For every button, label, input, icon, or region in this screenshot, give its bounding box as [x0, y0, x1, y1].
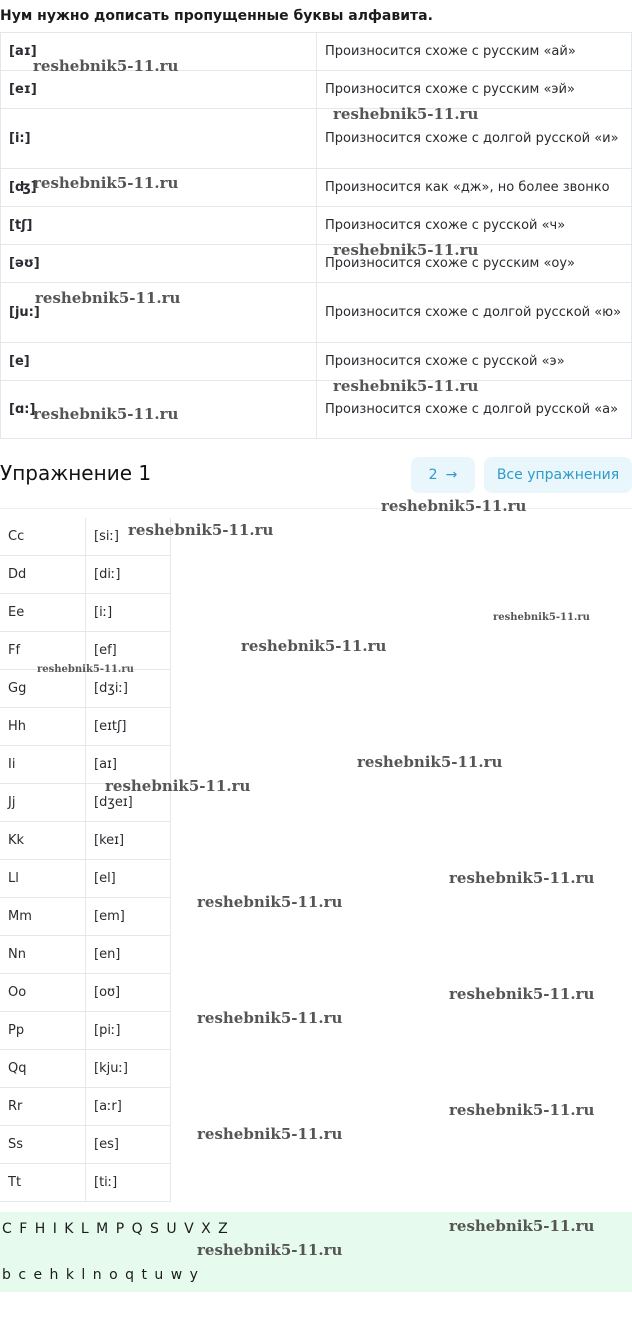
- phonetic-symbol: [eɪ]: [1, 71, 317, 109]
- watermark: reshebnik5-11.ru: [33, 405, 179, 423]
- table-row: [0, 632, 171, 670]
- phonetic-description: Произносится схоже с русским «эй»: [317, 71, 632, 109]
- watermark: reshebnik5-11.ru: [33, 174, 179, 192]
- phonetic-description: Произносится схоже с русским «оу»: [317, 245, 632, 283]
- watermark: reshebnik5-11.ru: [197, 893, 343, 911]
- transcription-cell: [eɪtʃ]: [86, 708, 171, 746]
- letter-cell: Ll: [0, 860, 86, 898]
- watermark: reshebnik5-11.ru: [493, 612, 590, 623]
- watermark: reshebnik5-11.ru: [37, 664, 134, 675]
- transcription-cell: [aɪ]: [86, 746, 171, 784]
- watermark: reshebnik5-11.ru: [35, 289, 181, 307]
- letter-cell: Nn: [0, 936, 86, 974]
- table-row: [0, 670, 171, 708]
- transcription-cell: [oʊ]: [86, 974, 171, 1012]
- table-row: [0, 1164, 171, 1202]
- all-exercises-button[interactable]: Все упражнения: [484, 457, 632, 493]
- transcription-cell: [kjuː]: [86, 1050, 171, 1088]
- letter-cell: Cc: [0, 518, 86, 556]
- table-row: [1, 283, 632, 343]
- watermark: reshebnik5-11.ru: [197, 1125, 343, 1143]
- watermark: reshebnik5-11.ru: [381, 497, 527, 515]
- answer-uppercase: C F H I K L M P Q S U V X Z: [2, 1221, 230, 1237]
- letter-cell: Rr: [0, 1088, 86, 1126]
- phonetic-symbol: [aɪ]: [1, 33, 317, 71]
- table-row: [1, 343, 632, 381]
- letter-cell: Dd: [0, 556, 86, 594]
- phonetic-description: Произносится схоже с долгой русской «а»: [317, 381, 632, 439]
- transcription-cell: [el]: [86, 860, 171, 898]
- table-row: [0, 1050, 171, 1088]
- table-row: [0, 1012, 171, 1050]
- transcription-cell: [dʒeɪ]: [86, 784, 171, 822]
- watermark: reshebnik5-11.ru: [449, 1217, 595, 1235]
- phonetic-symbol: [ju:]: [1, 283, 317, 343]
- answer-block: [0, 1212, 632, 1292]
- letter-cell: Pp: [0, 1012, 86, 1050]
- letter-cell: Mm: [0, 898, 86, 936]
- phonetic-description: Произносится схоже с русской «ч»: [317, 207, 632, 245]
- table-row: [1, 207, 632, 245]
- table-row: [1, 71, 632, 109]
- phonetics-table: [0, 32, 632, 439]
- letter-cell: Hh: [0, 708, 86, 746]
- letter-cell: Gg: [0, 670, 86, 708]
- transcription-cell: [aːr]: [86, 1088, 171, 1126]
- answer-lowercase: b c e h k l n o q t u w y: [2, 1267, 200, 1283]
- table-row: [0, 746, 171, 784]
- watermark: reshebnik5-11.ru: [333, 241, 479, 259]
- phonetic-symbol: [ʤ]: [1, 169, 317, 207]
- table-row: [0, 1088, 171, 1126]
- watermark: reshebnik5-11.ru: [357, 753, 503, 771]
- table-row: [1, 381, 632, 439]
- table-row: [1, 109, 632, 169]
- watermark: reshebnik5-11.ru: [449, 869, 595, 887]
- letter-cell: Jj: [0, 784, 86, 822]
- table-row: [0, 594, 171, 632]
- table-row: [0, 936, 171, 974]
- table-row: [0, 898, 171, 936]
- transcription-cell: [keɪ]: [86, 822, 171, 860]
- table-row: [1, 245, 632, 283]
- watermark: reshebnik5-11.ru: [333, 105, 479, 123]
- phonetic-description: Произносится схоже с долгой русской «ю»: [317, 283, 632, 343]
- next-exercise-button[interactable]: [411, 457, 475, 493]
- watermark: reshebnik5-11.ru: [197, 1241, 343, 1259]
- phonetic-symbol: [əʊ]: [1, 245, 317, 283]
- transcription-cell: [ef]: [86, 632, 171, 670]
- intro-text: Нум нужно дописать пропущенные буквы алфавита.: [0, 8, 433, 24]
- table-row: [0, 708, 171, 746]
- watermark: reshebnik5-11.ru: [33, 57, 179, 75]
- phonetic-symbol: [tʃ]: [1, 207, 317, 245]
- phonetic-symbol: [i:]: [1, 109, 317, 169]
- letter-cell: Ff: [0, 632, 86, 670]
- table-row: [0, 784, 171, 822]
- phonetic-description: Произносится схоже с русской «э»: [317, 343, 632, 381]
- table-row: [0, 974, 171, 1012]
- transcription-cell: [iː]: [86, 594, 171, 632]
- phonetic-symbol: [ɑ:]: [1, 381, 317, 439]
- watermark: reshebnik5-11.ru: [241, 637, 387, 655]
- watermark: reshebnik5-11.ru: [449, 1101, 595, 1119]
- exercise-title: Упражнение 1: [0, 461, 152, 485]
- transcription-cell: [siː]: [86, 518, 171, 556]
- transcription-cell: [es]: [86, 1126, 171, 1164]
- table-row: [0, 822, 171, 860]
- next-exercise-label: 2: [428, 467, 438, 483]
- letter-cell: Qq: [0, 1050, 86, 1088]
- watermark: reshebnik5-11.ru: [333, 377, 479, 395]
- divider: [0, 508, 632, 509]
- transcription-cell: [piː]: [86, 1012, 171, 1050]
- watermark: reshebnik5-11.ru: [197, 1009, 343, 1027]
- transcription-cell: [tiː]: [86, 1164, 171, 1202]
- watermark: reshebnik5-11.ru: [449, 985, 595, 1003]
- table-row: [0, 1126, 171, 1164]
- transcription-cell: [em]: [86, 898, 171, 936]
- table-row: [1, 169, 632, 207]
- letter-cell: Tt: [0, 1164, 86, 1202]
- transcription-cell: [dʒiː]: [86, 670, 171, 708]
- phonetic-description: Произносится схоже с долгой русской «и»: [317, 109, 632, 169]
- alphabet-table: [0, 518, 171, 1202]
- watermark: reshebnik5-11.ru: [105, 777, 251, 795]
- phonetic-description: Произносится схоже с русским «ай»: [317, 33, 632, 71]
- transcription-cell: [diː]: [86, 556, 171, 594]
- table-row: [0, 556, 171, 594]
- letter-cell: Kk: [0, 822, 86, 860]
- table-row: [0, 518, 171, 556]
- transcription-cell: [en]: [86, 936, 171, 974]
- letter-cell: Ee: [0, 594, 86, 632]
- watermark: reshebnik5-11.ru: [128, 521, 274, 539]
- letter-cell: Ss: [0, 1126, 86, 1164]
- letter-cell: Oo: [0, 974, 86, 1012]
- table-row: [0, 860, 171, 898]
- phonetic-description: Произносится как «дж», но более звонко: [317, 169, 632, 207]
- phonetic-symbol: [e]: [1, 343, 317, 381]
- table-row: [1, 33, 632, 71]
- letter-cell: Ii: [0, 746, 86, 784]
- arrow-right-icon: →: [445, 467, 458, 483]
